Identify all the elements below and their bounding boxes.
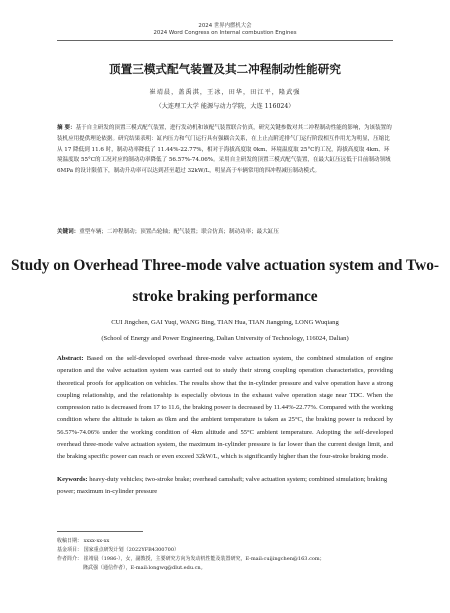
header-rule bbox=[57, 40, 393, 41]
keywords-cn bbox=[57, 227, 393, 238]
abstract-en bbox=[57, 353, 393, 464]
abstract-en-label: Abstract: bbox=[57, 355, 84, 362]
paper-title-en: Study on Overhead Three-mode valve actuation system and Two-stroke braking performance bbox=[10, 257, 440, 305]
footnote-received: 收稿日期： xxxx-xx-xx bbox=[57, 538, 110, 544]
footnote-rule bbox=[57, 531, 143, 532]
affiliation-cn: （大连理工大学 能源与动力学院，大连 116024） bbox=[155, 103, 295, 110]
keywords-cn-label: 关键词： bbox=[57, 229, 80, 235]
conference-name-en: 2024 Word Congress on Internal combustion Engines bbox=[153, 30, 297, 36]
abstract-cn-label: 摘 要： bbox=[57, 125, 76, 131]
authors-en: CUI Jingchen, GAI Yuqi, WANG Bing, TIAN Hua, TIAN Jiangping, LONG Wuqiang bbox=[111, 319, 339, 326]
affiliation-en: (School of Energy and Power Engineering, Dalian University of Technology, 116024, Dalian) bbox=[101, 335, 349, 342]
abstract-en-text: Based on the self-developed overhead three-mode valve actuation system, the combined simulation of engine operation and the valve actuation system was carried out to study their strong coupling operation characteristics, providing theoretical proofs for application on vehicles. The results show that the in-cylinder pressure and valve operation have a strong coupling relationship, and the relationship is especially obvious in the exhaust valve operation stage near TDC. When the compression ratio is decreased from 17 to 11.6, the braking power is decreased by 11.44%-22.77%. Compared with the working condition where the altitude is taken as 0km and the ambient temperature is taken as 25°C, the braking power is reduced by 56.57%-74.06% under the working condition of 4km altitude and 55°C ambient temperature. Adopting the self-developed overhead three-mode valve actuation system, the maximum in-cylinder pressure is far lower than the current design limit, and the braking specific power can reach or even exceed 32kW/L, which is significantly higher than the four-stroke braking mode. bbox=[57, 355, 393, 461]
footnote-author-info: 作者简介： 崔靖晨（1986-），女，副教授，主要研究方向为发动机性能及装置研究，E-mail:cuijingchen@163.com； bbox=[57, 556, 325, 562]
keywords-en-label: Keywords: bbox=[57, 476, 88, 483]
keywords-cn-text: 重型车辆；二冲程制动；顶置凸轮轴；配气装置；联合仿真；制动功率；最大缸压 bbox=[79, 229, 279, 235]
authors-cn: 崔靖晨，盖禹淇，王冰，田华，田江平，隆武强 bbox=[149, 89, 301, 96]
abstract-cn-text: 基于自主研发的顶置三模式配气装置，进行发动机和该配气装置联合仿真，研究关键参数对其二冲程制动性能的影响，为该装置的装机应用提供理论依据。研究结果表明：缸内压力和气门运行具有强耦合关系，在上止点附近排气门运行阶段相互作用尤为明显，压缩比从 17 降低到 11.6 时，制动功率降低了 11.44%-22.77%，相对于海拔高度取 0km、环境温度取 25°C的工况，海拔高度取 4km、环境温度取 55°C的工况对应的制动功率降低了 56.57%-74.06%。采用自主研发的顶置三模式配气装置，在最大缸压远低于目前制动领域 6MPa 的设计限值下，制动升功率可以达到甚至超过 32kW/L，明显高于车辆常用的四冲程减压制动模式。 bbox=[57, 125, 392, 175]
keywords-en-text: heavy-duty vehicles; two-stroke brake; overhead camshaft; valve actuation system; combined simulation; braking power; maximum in-cylinder pressure bbox=[57, 476, 388, 496]
conference-name-cn: 2024 世界内燃机大会 bbox=[198, 23, 252, 29]
paper-title-cn: 顶置三模式配气装置及其二冲程制动性能研究 bbox=[109, 62, 341, 76]
footnote-fund: 基金项目： 国家重点研发计划（2022YFB4300700） bbox=[57, 547, 180, 553]
abstract-cn bbox=[57, 123, 393, 177]
footnote-corresponding-author: 隆武强（通信作者），E-mail:longwq@dlut.edu.cn。 bbox=[83, 565, 206, 571]
keywords-en bbox=[57, 474, 393, 499]
